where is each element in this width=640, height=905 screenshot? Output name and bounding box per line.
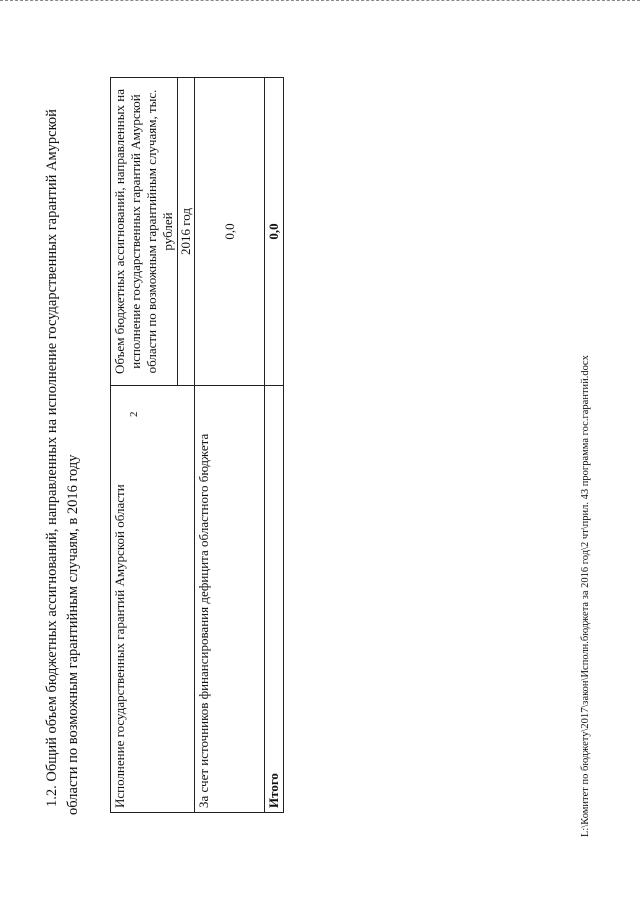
row-value-sources: 0,0 bbox=[195, 78, 265, 386]
row-value-total: 0,0 bbox=[265, 78, 284, 386]
section-heading bbox=[42, 75, 84, 815]
page-number: 2 bbox=[128, 411, 140, 417]
header-year: 2016 год bbox=[178, 78, 195, 386]
heading-line-1: 1.2. Общий объем бюджетных ассигнований, направленных на исполнение государственных гарантий Амурской bbox=[44, 109, 60, 807]
table-row bbox=[195, 78, 265, 813]
header-guarantees: Исполнение государственных гарантий Амурской области bbox=[111, 386, 195, 813]
row-label-total: Итого bbox=[265, 386, 284, 813]
guarantees-table bbox=[110, 77, 284, 813]
header-allocation: Объем бюджетных ассигнований, направленных на исполнение государственных гарантий Амурской области по возможным гарантийным случаям, тыс. рублей bbox=[111, 78, 178, 386]
heading-line-2: области по возможным гарантийным случаям, в 2016 году bbox=[65, 454, 81, 815]
file-path-footer: L:\Комитет по бюджету\2017\закон\Исполн.бюджета за 2016 год\2 чт\прил. 43 программа гос.гарантий.docx bbox=[580, 355, 591, 837]
table-row-total bbox=[265, 78, 284, 813]
row-label-sources: За счет источников финансирования дефицита областного бюджета bbox=[195, 386, 265, 813]
table-header-row bbox=[111, 78, 178, 813]
